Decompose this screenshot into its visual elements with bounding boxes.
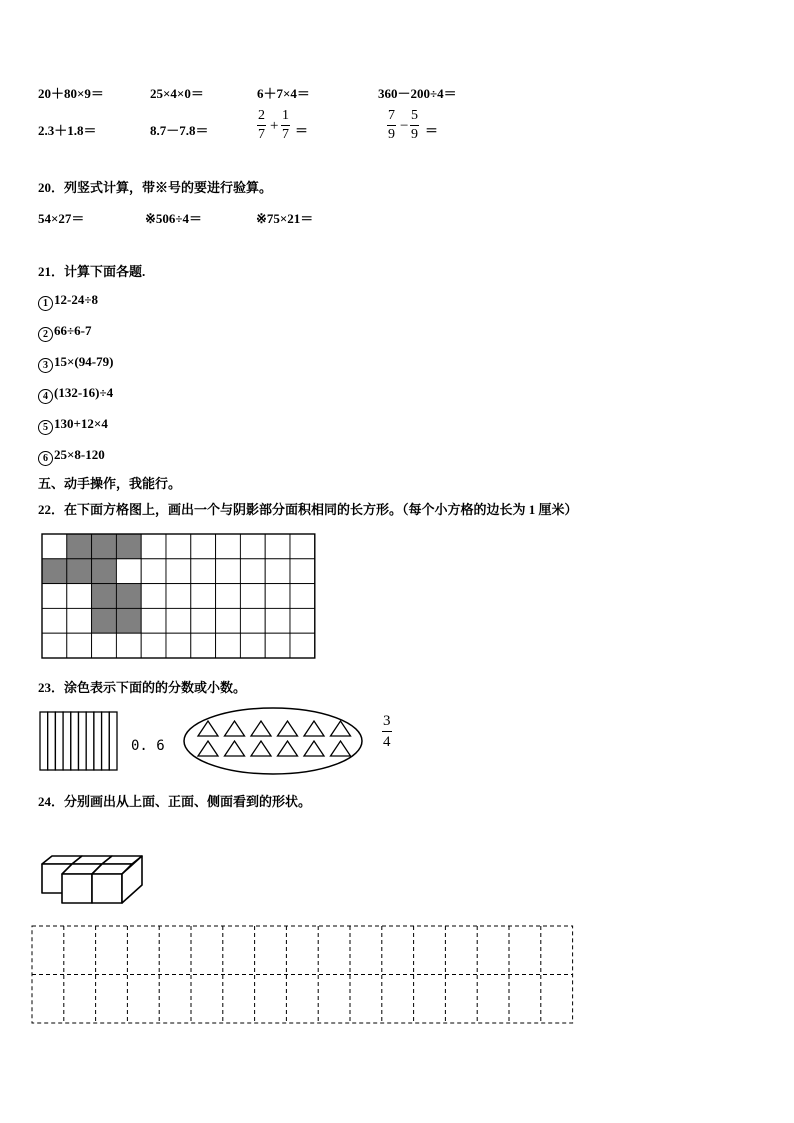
grid-cell [265, 608, 290, 633]
circled-number: 2 [38, 327, 53, 342]
triangle [331, 741, 351, 756]
stripe [55, 712, 63, 770]
q21-expression: 12-24÷8 [54, 292, 98, 307]
grid-cell [240, 633, 265, 658]
grid-cell [166, 559, 191, 584]
stripe [48, 712, 56, 770]
grid-cell [191, 534, 216, 559]
shaded-cell [116, 584, 141, 609]
grid-cell [141, 633, 166, 658]
numerator: 3 [383, 713, 391, 729]
grid-cell [141, 534, 166, 559]
grid-cell [191, 559, 216, 584]
circled-number: 3 [38, 358, 53, 373]
fraction-7-9 [387, 109, 396, 142]
grid-cell [290, 534, 315, 559]
triangle [304, 721, 324, 736]
grid-cell [216, 633, 241, 658]
grid-cell [42, 584, 67, 609]
grid-cell [216, 608, 241, 633]
stripe [102, 712, 110, 770]
q20-title: 20．列竖式计算，带※号的要进行验算。 [38, 180, 273, 195]
grid-cell [191, 608, 216, 633]
numerator: 7 [388, 108, 395, 123]
q20-item-1: 54×27＝ [38, 211, 85, 226]
q24-cube-solid [40, 852, 144, 906]
fraction-bar [257, 125, 266, 126]
oral-calc-6: 8.7－7.8＝ [150, 123, 209, 138]
grid-cell [290, 608, 315, 633]
grid-cell [240, 584, 265, 609]
shaded-cell [92, 608, 117, 633]
shaded-cell [92, 559, 117, 584]
q23-striped-rectangle [39, 711, 118, 771]
q21-expression: 130+12×4 [54, 416, 108, 431]
q21-item [38, 292, 98, 311]
grid-cell [116, 633, 141, 658]
grid-cell [216, 559, 241, 584]
grid-cell [166, 608, 191, 633]
grid-cell [141, 608, 166, 633]
grid-cell [191, 584, 216, 609]
stripe [86, 712, 94, 770]
fraction-bar [382, 731, 392, 732]
grid-cell [42, 608, 67, 633]
grid-cell [116, 559, 141, 584]
grid-cell [240, 534, 265, 559]
shaded-cell [92, 584, 117, 609]
shaded-cell [67, 534, 92, 559]
shaded-cell [42, 559, 67, 584]
q21-expression: 66÷6-7 [54, 323, 92, 338]
fraction-bar [387, 125, 396, 126]
stripe [63, 712, 71, 770]
q21-expression: 15×(94-79) [54, 354, 114, 369]
triangle [278, 721, 298, 736]
shaded-cell [116, 534, 141, 559]
circled-number: 1 [38, 296, 53, 311]
grid-cell [166, 633, 191, 658]
triangle [251, 721, 271, 736]
grid-cell [42, 534, 67, 559]
numerator: 2 [258, 108, 265, 123]
grid-cell [290, 559, 315, 584]
grid-cell [290, 584, 315, 609]
fraction-2-7 [257, 109, 266, 142]
shaded-cell [67, 559, 92, 584]
denominator: 9 [411, 127, 418, 142]
grid-cell [265, 584, 290, 609]
grid-cell [141, 584, 166, 609]
denominator: 4 [383, 734, 391, 750]
stripe [40, 712, 48, 770]
grid-cell [141, 559, 166, 584]
grid-cell [265, 534, 290, 559]
triangle [225, 721, 245, 736]
denominator: 7 [258, 127, 265, 142]
oral-calc-4: 360－200÷4＝ [378, 86, 457, 101]
grid-cell [216, 534, 241, 559]
q21-expression: (132-16)÷4 [54, 385, 114, 400]
q23-title: 23．涂色表示下面的的分数或小数。 [38, 680, 247, 695]
grid-cell [67, 584, 92, 609]
stripe [71, 712, 79, 770]
grid-cell [67, 633, 92, 658]
grid-cell [216, 584, 241, 609]
grid-cell [166, 534, 191, 559]
cube-front-face [62, 874, 92, 903]
grid-border [32, 926, 573, 1023]
minus-sign: − [400, 118, 409, 134]
q21-item [38, 416, 108, 435]
circled-number: 4 [38, 389, 53, 404]
numerator: 5 [411, 108, 418, 123]
q20-item-3: ※75×21＝ [256, 211, 314, 226]
triangle [251, 741, 271, 756]
denominator: 7 [282, 127, 289, 142]
numerator: 1 [282, 108, 289, 123]
circled-number: 6 [38, 451, 53, 466]
stripe [94, 712, 102, 770]
equals-sign: ＝ [295, 123, 309, 138]
grid-cell [42, 633, 67, 658]
grid-cell [290, 633, 315, 658]
fraction-1-7 [281, 109, 290, 142]
equals-sign: ＝ [425, 123, 439, 138]
fraction-5-9 [410, 109, 419, 142]
q23-triangles-oval [182, 706, 364, 776]
grid-cell [240, 608, 265, 633]
shaded-cell [92, 534, 117, 559]
grid-cell [92, 633, 117, 658]
grid-cell [67, 608, 92, 633]
q22-title: 22．在下面方格图上，画出一个与阴影部分面积相同的长方形。（每个小方格的边长为 1 厘米） [38, 502, 578, 517]
q21-item [38, 385, 113, 404]
oral-calc-5: 2.3＋1.8＝ [38, 123, 97, 138]
grid-cell [191, 633, 216, 658]
q24-title: 24．分别画出从上面、正面、侧面看到的形状。 [38, 794, 312, 809]
triangle [198, 721, 218, 736]
fraction-bar [410, 125, 419, 126]
q21-expression: 25×8-120 [54, 447, 105, 462]
q21-item [38, 447, 105, 466]
oral-calc-1: 20＋80×9＝ [38, 86, 104, 101]
grid-cell [265, 559, 290, 584]
circled-number: 5 [38, 420, 53, 435]
q23-decimal: 0. 6 [131, 738, 165, 754]
oval-outline [184, 708, 362, 774]
grid-cell [240, 559, 265, 584]
q23-fraction-3-4 [382, 713, 392, 750]
triangle [278, 741, 298, 756]
section-5-title: 五、动手操作，我能行。 [38, 476, 182, 491]
triangle [198, 741, 218, 756]
triangle [225, 741, 245, 756]
denominator: 9 [388, 127, 395, 142]
q20-item-2: ※506÷4＝ [145, 211, 203, 226]
q21-title: 21．计算下面各题. [38, 264, 146, 279]
grid-cell [166, 584, 191, 609]
cube-front-face [92, 874, 122, 903]
plus-sign: + [270, 118, 279, 134]
stripe [109, 712, 117, 770]
oral-calc-3: 6＋7×4＝ [257, 86, 310, 101]
q22-square-grid [41, 533, 316, 659]
stripe [79, 712, 87, 770]
grid-cell [265, 633, 290, 658]
q21-item [38, 354, 113, 373]
oral-calc-2: 25×4×0＝ [150, 86, 204, 101]
q24-dashed-answer-grid [31, 925, 573, 1023]
shaded-cell [116, 608, 141, 633]
fraction-bar [281, 125, 290, 126]
q21-item [38, 323, 91, 342]
triangle [304, 741, 324, 756]
